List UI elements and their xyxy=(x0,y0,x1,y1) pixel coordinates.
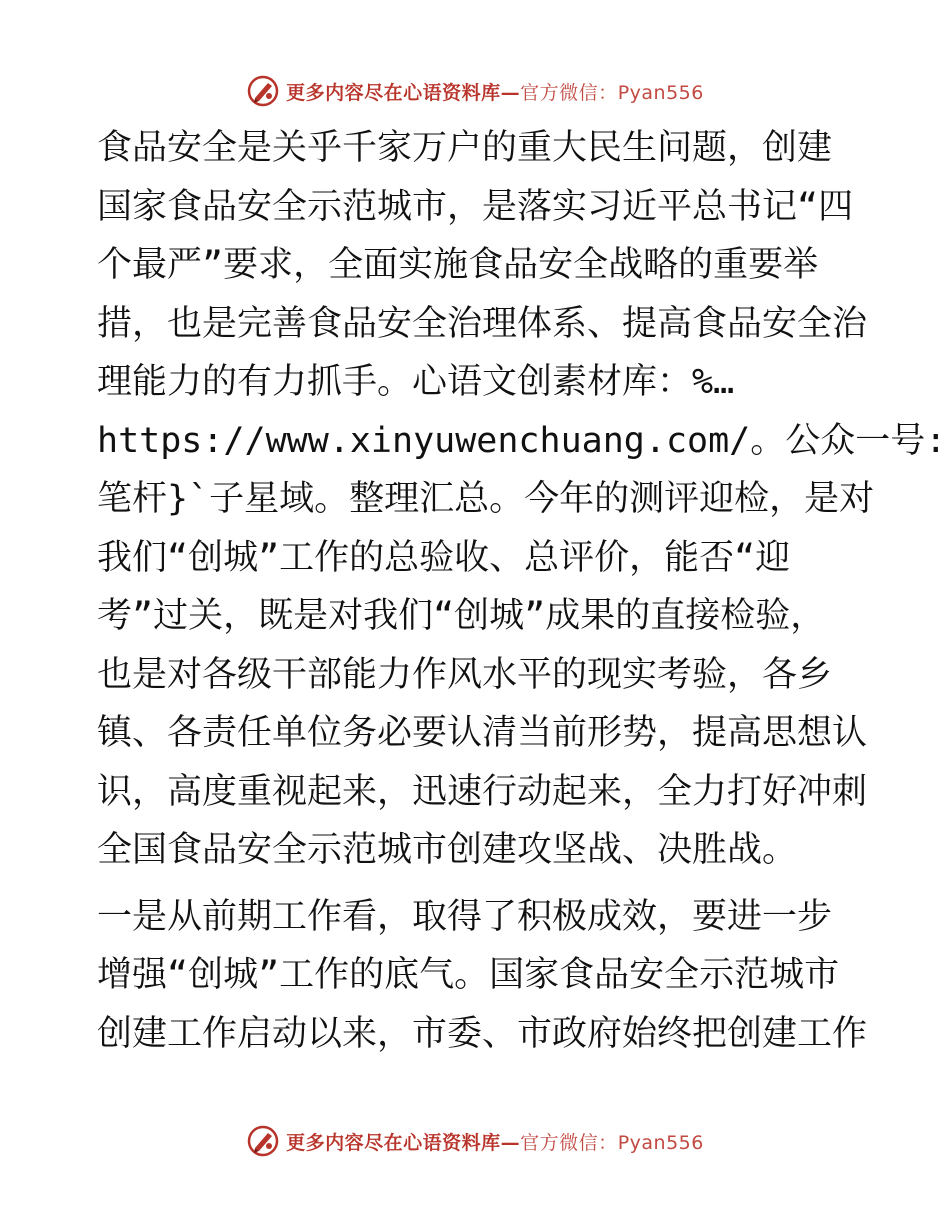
text-line: 一是从前期工作看，取得了积极成效，要进一步 xyxy=(97,896,833,937)
watermark-main: 更多内容尽在心语资料库— xyxy=(286,1131,521,1154)
text-line: 笔杆}`子星域。整理汇总。今年的测评迎检，是对 xyxy=(97,479,875,519)
watermark-text xyxy=(286,1128,704,1155)
pen-logo-icon xyxy=(246,74,280,108)
paragraph-2 xyxy=(97,888,868,1064)
text-line: 我们“创城”工作的总验收、总评价，能否“迎 xyxy=(97,537,791,578)
pen-logo-icon xyxy=(246,1124,280,1158)
text-line: 食品安全是关乎千家万户的重大民生问题，创建 xyxy=(97,128,833,168)
text-line: 增强“创城”工作的底气。国家食品安全示范城市 xyxy=(97,955,840,995)
watermark-main: 更多内容尽在心语资料库— xyxy=(286,81,521,104)
document-body xyxy=(97,119,947,1063)
text-line: 国家食品安全示范城市，是落实习近平总书记“四 xyxy=(97,186,854,227)
text-line: 也是对各级干部能力作风水平的现实考验，各乡 xyxy=(97,654,833,695)
text-line: 全国食品安全示范城市创建攻坚战、决胜战。 xyxy=(97,830,798,870)
watermark-wechat-id: Pyan556 xyxy=(617,81,704,104)
text-line: 措，也是完善食品安全治理体系、提高食品安全治 xyxy=(97,303,868,344)
watermark-wechat-label: 官方微信： xyxy=(520,81,618,104)
paragraph-1 xyxy=(97,119,947,880)
text-line: 个最严”要求，全面实施食品安全战略的重要举 xyxy=(97,245,819,285)
footer-watermark xyxy=(0,1121,950,1161)
text-line: 识，高度重视起来，迅速行动起来，全力打好冲刺 xyxy=(97,771,868,812)
watermark-wechat-label: 官方微信： xyxy=(520,1131,618,1154)
text-line-url: https://www.xinyuwenchuang.com/。公众一号: xyxy=(97,420,947,461)
text-line: 理能力的有力抓手。心语文创素材库：%… xyxy=(97,362,735,402)
watermark-text xyxy=(286,78,704,105)
header-watermark xyxy=(0,71,950,111)
text-line: 创建工作启动以来，市委、市政府始终把创建工作 xyxy=(97,1013,868,1054)
watermark-wechat-id: Pyan556 xyxy=(617,1131,704,1154)
text-line: 考”过关，既是对我们“创城”成果的直接检验， xyxy=(97,596,826,636)
text-line: 镇、各责任单位务必要认清当前形势，提高思想认 xyxy=(97,713,868,753)
